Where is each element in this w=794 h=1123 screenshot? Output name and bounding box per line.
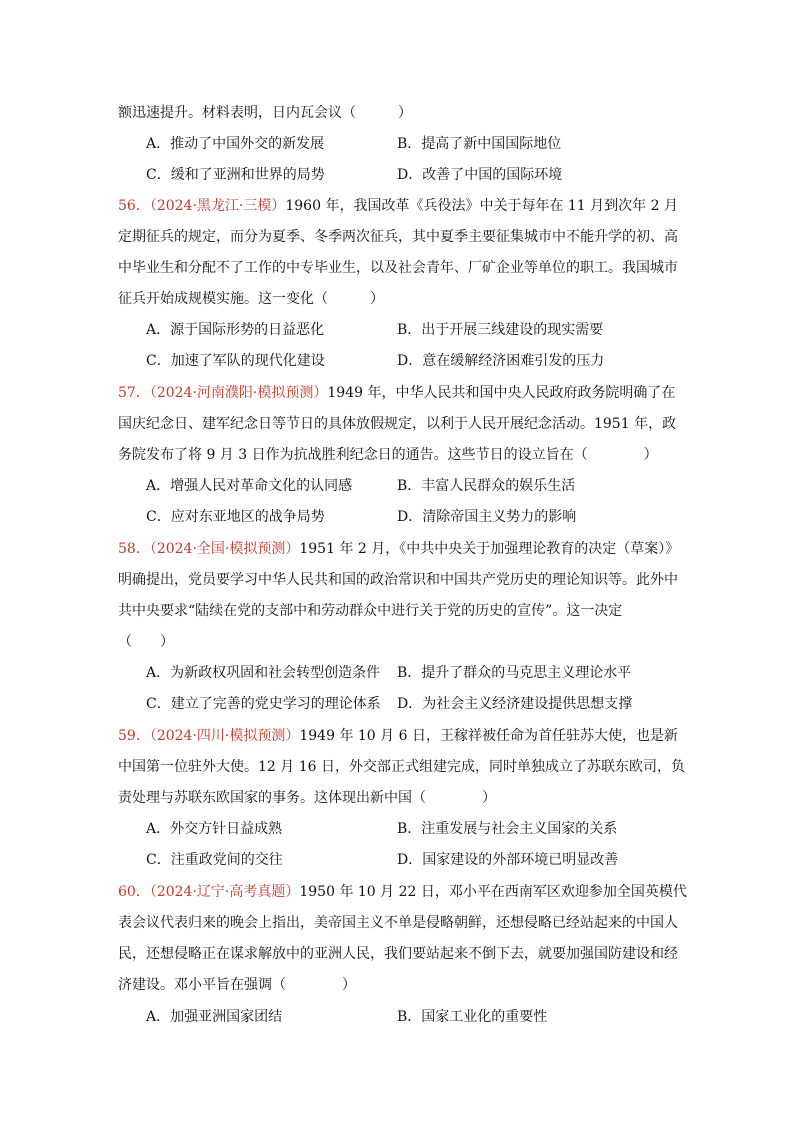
question-56-text-line: 征兵开始成规模实施。这一变化（ ） [118, 291, 384, 307]
question-58-option-a: A．为新政权巩固和社会转型创造条件 [146, 665, 381, 681]
question-57-option-c: C．应对东亚地区的战争局势 [146, 509, 325, 525]
question-60-option-b: B．国家工业化的重要性 [397, 1009, 548, 1025]
question-56-text-line: 定期征兵的规定，而分为夏季、冬季两次征兵，其中夏季主要征集城市中不能升学的初、高 [118, 229, 678, 245]
question-60-text-line: 济建设。邓小平旨在强调（ ） [118, 977, 356, 993]
question-60-option-a: A．加强亚洲国家团结 [146, 1009, 283, 1025]
question-source: （2024·全国·模拟预测） [149, 541, 300, 557]
question-source: （2024·黑龙江·三模） [149, 198, 286, 214]
question-56-text-line: 中毕业生和分配不了工作的中专毕业生，以及社会青年、厂矿企业等单位的职工。我国城市 [118, 260, 678, 276]
question-55-text-line: 额迅速提升。材料表明，日内瓦会议（ ） [118, 105, 412, 121]
question-text: 1949 年，中华人民共和国中央人民政府政务院明确了在 [327, 385, 676, 401]
question-57-option-a: A．增强人民对革命文化的认同感 [146, 478, 353, 494]
question-55-option-a: A．推动了中国外交的新发展 [146, 136, 325, 152]
question-text: 1960 年，我国改革《兵役法》中关于每年在 11 月到次年 2 月 [285, 198, 678, 214]
question-number: 59． [118, 728, 150, 744]
question-59-option-a: A．外交方针日益成熟 [146, 821, 283, 837]
question-59-first-line [118, 726, 678, 746]
question-text: 1951 年 2 月，《中共中央关于加强理论教育的决定（草案）》 [299, 541, 680, 557]
question-60-text-line: 民，还想侵略正在谋求解放中的亚洲人民，我们要站起来不倒下去，就要加强国防建设和经 [118, 946, 678, 962]
question-59-option-d: D．国家建设的外部环境已明显改善 [397, 852, 619, 868]
question-number: 60． [118, 884, 150, 900]
question-number: 58． [118, 541, 150, 557]
question-57-first-line [118, 383, 675, 403]
question-59-option-b: B．注重发展与社会主义国家的关系 [397, 821, 618, 837]
question-56-first-line [118, 196, 678, 216]
question-60-text-line: 表会议代表归来的晚会上指出，美帝国主义不单是侵略朝鲜，还想侵略已经站起来的中国人 [118, 915, 678, 931]
question-58-option-d: D．为社会主义经济建设提供思想支撑 [397, 696, 633, 712]
question-source: （2024·河南濮阳·模拟预测） [149, 385, 328, 401]
question-text: 1950 年 10 月 22 日，邓小平在西南军区欢迎参加全国英模代 [299, 884, 687, 900]
question-60-first-line [118, 882, 687, 902]
question-55-option-d: D．改善了中国的国际环境 [397, 167, 563, 183]
question-59-text-line: 责处理与苏联东欧国家的事务。这体现出新中国（ ） [118, 790, 496, 806]
question-number: 56． [118, 198, 150, 214]
question-57-text-line: 务院发布了将 9 月 3 日作为抗战胜利纪念日的通告。这些节日的设立旨在（ ） [118, 447, 658, 463]
question-57-option-d: D．清除帝国主义势力的影响 [397, 509, 577, 525]
question-58-first-line [118, 539, 679, 559]
question-55-option-c: C．缓和了亚洲和世界的局势 [146, 167, 325, 183]
question-59-option-c: C．注重政党间的交往 [146, 852, 283, 868]
question-number: 57． [118, 385, 150, 401]
question-56-option-d: D．意在缓解经济困难引发的压力 [397, 353, 605, 369]
question-58-text-line: （ ） [118, 634, 174, 650]
question-58-option-b: B．提升了群众的马克思主义理论水平 [397, 665, 632, 681]
question-58-text-line: 共中央要求“陆续在党的支部中和劳动群众中进行关于党的历史的宣传”。这一决定 [118, 603, 623, 619]
question-58-option-c: C．建立了完善的党史学习的理论体系 [146, 696, 381, 712]
question-56-option-b: B．出于开展三线建设的现实需要 [397, 322, 604, 338]
question-57-option-b: B．丰富人民群众的娱乐生活 [397, 478, 576, 494]
question-56-option-c: C．加速了军队的现代化建设 [146, 353, 325, 369]
question-59-text-line: 中国第一位驻外大使。12 月 16 日，外交部正式组建完成，同时单独成立了苏联东欧司，负 [118, 759, 685, 775]
question-text: 1949 年 10 月 6 日，王稼祥被任命为首任驻苏大使，也是新 [299, 728, 678, 744]
question-58-text-line: 明确提出，党员要学习中华人民共和国的政治常识和中国共产党历史的理论知识等。此外中 [118, 572, 678, 588]
question-source: （2024·四川·模拟预测） [149, 728, 300, 744]
question-55-option-b: B．提高了新中国国际地位 [397, 136, 562, 152]
question-57-text-line: 国庆纪念日、建军纪念日等节日的具体放假规定，以利于人民开展纪念活动。1951 年，政 [118, 416, 677, 432]
question-56-option-a: A．源于国际形势的日益恶化 [146, 322, 325, 338]
question-source: （2024·辽宁·高考真题） [149, 884, 300, 900]
